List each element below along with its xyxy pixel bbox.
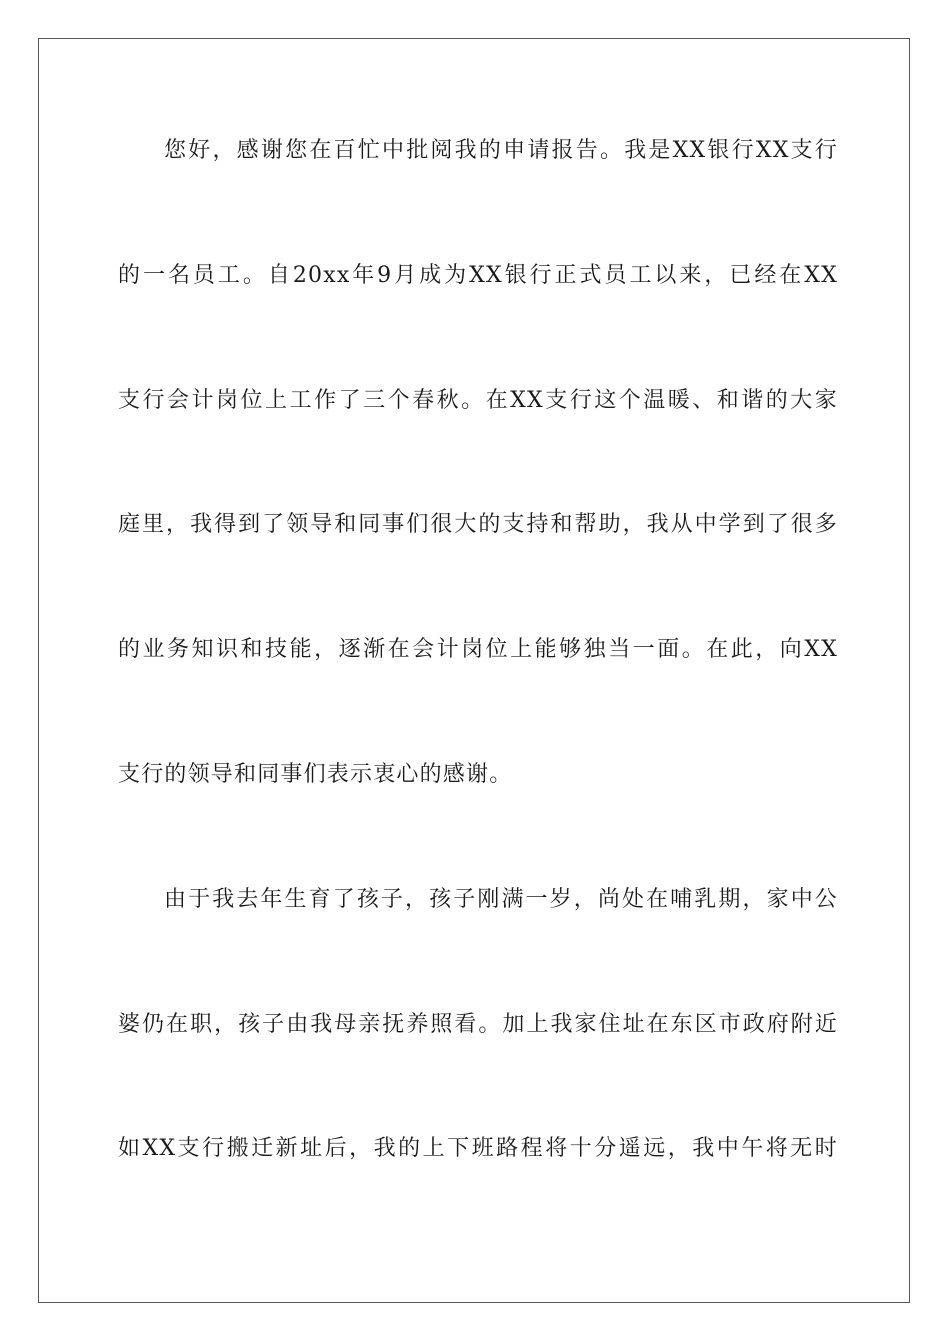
paragraph-1-line-2: 的一名员工。自20xx年9月成为XX银行正式员工以来，已经在XX [118,262,838,288]
paragraph-1-line-4: 庭里，我得到了领导和同事们很大的支持和帮助，我从中学到了很多 [118,512,838,538]
paragraph-1-line-3: 支行会计岗位上工作了三个春秋。在XX支行这个温暖、和谐的大家 [118,387,838,413]
paragraph-2-line-2: 婆仍在职，孩子由我母亲抚养照看。加上我家住址在东区市政府附近 [118,1011,838,1037]
paragraph-1-line-6: 支行的领导和同事们表示衷心的感谢。 [118,761,513,787]
document-body [118,128,838,1251]
paragraph-1-line-1: 您好，感谢您在百忙中批阅我的申请报告。我是XX银行XX支行 [164,138,838,163]
paragraph-1-line-5: 的业务知识和技能，逐渐在会计岗位上能够独当一面。在此，向XX [118,637,838,663]
paragraph-2-line-1: 由于我去年生育了孩子，孩子刚满一岁，尚处在哺乳期，家中公 [164,886,838,912]
paragraph-2-line-3: 如XX支行搬迁新址后，我的上下班路程将十分遥远，我中午将无时 [118,1136,838,1162]
